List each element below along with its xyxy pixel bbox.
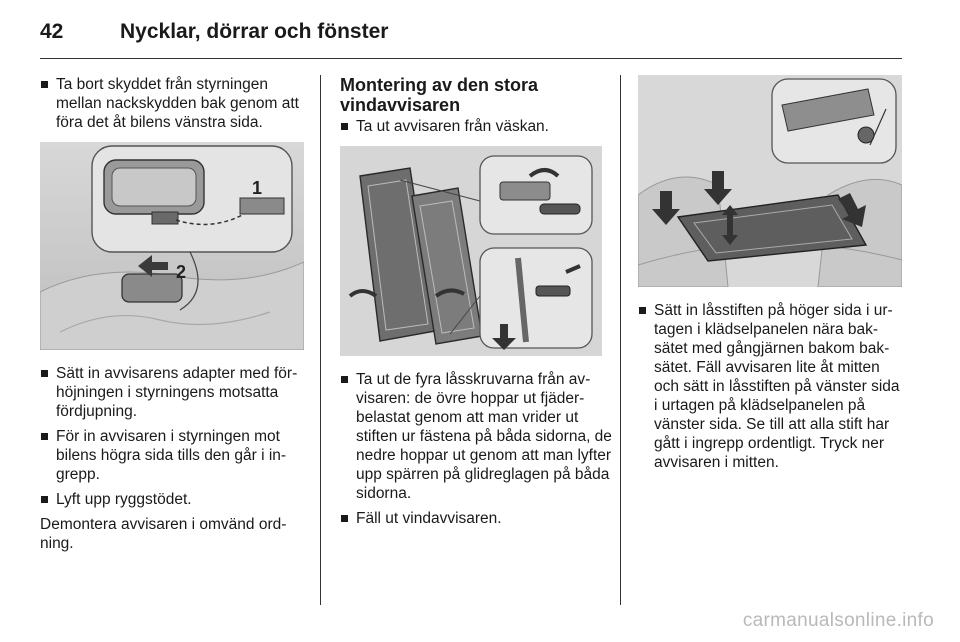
watermark: carmanualsonline.info [742,610,934,631]
figure-deflector-screws [340,146,602,356]
callout-2: 2 [176,262,187,282]
instruction-insert-lock-pins: Sätt in låsstiften på höger sida i ur-tagen i klädselpanelen nära bak-sätet med gångjärnen bakom bak-sätet. Fäll avvisaren lite åt mitten och sätt in låsstiften på vänster sida i urtagen på klädselpanelen på vänster sida. Se till att alla stift har gått i ingrepp ordentligt. Tryck ner avvisaren i mitten. [638,301,906,472]
headrest-guide [122,274,182,302]
slide-catch [536,286,570,296]
spring-pin [540,204,580,214]
column-2 [340,75,612,534]
page-header [40,20,388,46]
instruction-remove-lock-screws: Ta ut de fyra låsskruvarna från av-visaren: de övre hoppar ut fjäder-belastat genom att man vrider ut stiften ur fästena på båda sidorna, de nedre hoppar ut genom att man lyfter upp spärren på glidreglagen på båda sidorna. [340,370,612,503]
column-divider-2 [620,75,621,605]
section-heading: Montering av den stora vindavvisaren [340,75,539,115]
header-divider [40,58,902,59]
adapter-part [240,198,284,214]
instruction-guide-deflector: För in avvisaren i styrningen mot bilens högra sida tills den går i in-grepp. [40,427,308,484]
callout-1: 1 [252,178,263,198]
instruction-insert-adapter: Sätt in avvisarens adapter med för-höjningen i styrningens motsatta fördjupning. [40,364,308,421]
instruction-take-out: Ta ut avvisaren från väskan. [340,117,612,136]
page-number: 42 [40,20,64,43]
column-3 [638,75,906,478]
instruction-unfold-deflector: Fäll ut vindavvisaren. [340,509,612,528]
chapter-title: Nycklar, dörrar och fönster [120,20,389,43]
removal-note: Demontera avvisaren i omvänd ord-ning. [40,516,287,552]
lower-screw-detail [480,248,592,348]
instruction-remove-cover: Ta bort skyddet från styrningen mellan nackskydden bak genom att föra det åt bilens vänstra sida. [40,75,308,132]
instruction-raise-backrest: Lyft upp ryggstödet. [40,490,308,509]
column-divider-1 [320,75,321,605]
figure-deflector-installed [638,75,902,287]
figure-headrest-guide [40,142,304,350]
column-1 [40,75,308,559]
